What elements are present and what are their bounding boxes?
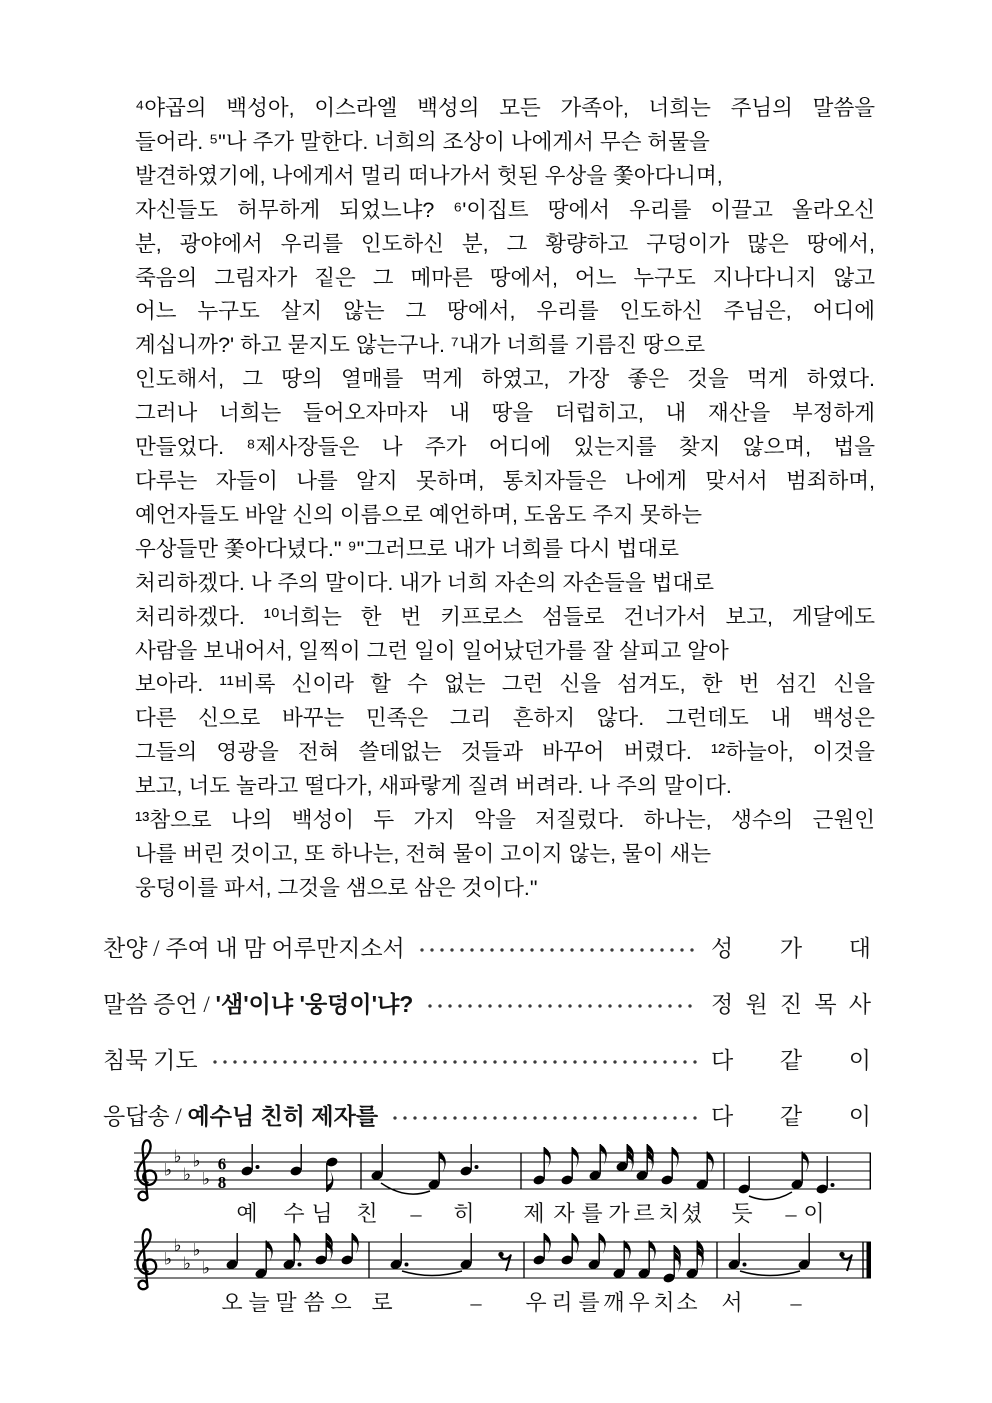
- liturgy-performer: [711, 986, 871, 1019]
- performer-char: 이: [848, 1047, 871, 1073]
- flat-sign: ♭: [202, 1169, 211, 1190]
- treble-clef-icon: [137, 1229, 156, 1289]
- scripture-line: 예언자들도 바알 신의 이름으로 예언하며, 도움도 주지 못하는: [135, 502, 703, 527]
- time-signature-bottom: 8: [217, 1173, 227, 1192]
- scripture-line: 만들었다. ⁸제사장들은 나 주가 어디에 있는지를 찾지 않으며, 법을: [135, 435, 875, 460]
- performer-char: 가: [779, 935, 803, 961]
- scripture-line: 인도해서, 그 땅의 열매를 먹게 하였고, 가장 좋은 것을 먹게 하였다.: [135, 367, 875, 392]
- performer-char: 성: [711, 935, 734, 961]
- performer-char: 같: [779, 1103, 803, 1129]
- lyric-syllable: 우: [525, 1290, 547, 1315]
- scripture-line: 처리하겠다. 나 주의 말이다. 내가 너희 자손의 자손들을 법대로: [135, 570, 714, 595]
- augmentation-dot: [831, 1183, 835, 1187]
- flat-sign: ♭: [173, 1147, 182, 1167]
- performer-char: 이: [848, 1103, 871, 1129]
- scripture-line: 다른 신으로 바꾸는 민족은 그리 흔하지 않다. 그런데도 내 백성은: [135, 706, 875, 731]
- lyric-syllable: 치: [653, 1290, 675, 1315]
- scripture-line: 웅덩이를 파서, 그것을 샘으로 삼은 것이다.": [135, 875, 538, 900]
- flat-sign: ♭: [192, 1151, 201, 1172]
- lyric-syllable: 오: [221, 1290, 243, 1315]
- scripture-line: 다루는 자들이 나를 알지 못하며, 통치자들은 나에게 맞서서 범죄하며,: [135, 468, 875, 493]
- scripture-line: 자신들도 허무하게 되었느냐? ⁶'이집트 땅에서 우리를 이끌고 올라오신: [135, 197, 875, 222]
- lyric-syllable: 님: [311, 1201, 333, 1226]
- performer-char: 정: [711, 991, 734, 1017]
- lyric-syllable: 르: [633, 1201, 655, 1226]
- scripture-line: 사람을 보내어서, 일찍이 그런 일이 일어났던가를 잘 살피고 알아: [135, 638, 729, 663]
- flat-sign: ♭: [192, 1240, 201, 1261]
- liturgy-performer: [711, 1042, 871, 1075]
- performer-char: 진: [779, 991, 803, 1017]
- lyric-syllable: 셨: [681, 1201, 703, 1226]
- performer-char: 대: [848, 935, 871, 961]
- note-flag: [572, 1147, 579, 1168]
- flat-sign: ♭: [164, 1160, 173, 1181]
- lyric-syllable: 으: [330, 1290, 352, 1315]
- scripture-line: 보아라. ¹¹비록 신이라 할 수 없는 그런 신을 섬겨도, 한 번 섬긴 신을: [135, 672, 875, 697]
- scripture-line: 처리하겠다. ¹⁰너희는 한 번 키프로스 섬들로 건너가서 보고, 게달에도: [135, 604, 875, 629]
- lyric-syllable: –: [790, 1290, 802, 1315]
- lyric-syllable: 자: [553, 1201, 575, 1226]
- final-barline-thick: [867, 1242, 872, 1278]
- performer-char: 원: [745, 991, 768, 1017]
- augmentation-dot: [298, 1263, 302, 1267]
- lyric-syllable: 수: [283, 1201, 305, 1226]
- scripture-line: 그들의 영광을 전혀 쓸데없는 것들과 바꾸어 버렸다. ¹²하늘아, 이것을: [135, 740, 875, 765]
- liturgy-item-label: [103, 1042, 198, 1075]
- flat-sign: ♭: [183, 1165, 192, 1185]
- tie-slur: [749, 1192, 792, 1200]
- lyric-syllable: 깨: [603, 1290, 625, 1315]
- performer-char: 목: [814, 991, 837, 1017]
- liturgy-item-label: [103, 1098, 378, 1131]
- scripture-line: 어느 누구도 살지 않는 그 땅에서, 우리를 인도하신 주님은, 어디에: [135, 299, 875, 324]
- liturgy-item-pre: 말씀 증언 /: [103, 991, 216, 1017]
- lyric-syllable: 예: [236, 1201, 258, 1226]
- augmentation-dot: [743, 1263, 747, 1267]
- liturgy-list: [103, 928, 871, 1152]
- augmentation-dot: [256, 1165, 260, 1169]
- treble-clef-icon: [137, 1140, 156, 1200]
- liturgy-row-praise: [103, 928, 871, 964]
- lyric-syllable: 리: [551, 1290, 573, 1315]
- liturgy-row-sermon: [103, 984, 871, 1020]
- scripture-line: 계십니까?' 하고 묻지도 않는구나. ⁷내가 너희를 기름진 땅으로: [135, 333, 706, 358]
- dotted-leader: [417, 944, 697, 956]
- liturgy-item-label: [103, 986, 413, 1019]
- lyric-syllable: 서: [721, 1290, 743, 1315]
- eighth-rest: [498, 1252, 503, 1257]
- tie-slur: [402, 1271, 462, 1276]
- lyric-syllable: 우: [628, 1290, 650, 1315]
- flat-sign: ♭: [173, 1236, 182, 1256]
- note-flag: [544, 1147, 551, 1168]
- time-signature-top: 6: [217, 1154, 227, 1174]
- lyric-syllable: 제: [523, 1201, 545, 1226]
- lyric-syllable: 히: [453, 1201, 475, 1226]
- scripture-line: 우상들만 쫓아다녔다." ⁹"그러므로 내가 너희를 다시 법대로: [135, 536, 679, 561]
- lyric-syllable: 이: [803, 1201, 825, 1226]
- scripture-line: ⁴야곱의 백성아, 이스라엘 백성의 모든 가족아, 너희는 주님의 말씀을: [135, 96, 875, 120]
- liturgy-item-title: '샘'이냐 '웅덩이'냐?: [215, 990, 414, 1017]
- lyric-syllable: 를: [581, 1201, 603, 1226]
- flat-sign: ♭: [202, 1258, 211, 1279]
- liturgy-performer: [711, 1098, 871, 1131]
- lyric-syllable: 를: [578, 1290, 600, 1315]
- lyric-syllable: 친: [356, 1201, 378, 1226]
- lyric-syllable: 씀: [303, 1290, 325, 1315]
- scripture-line: ¹³참으로 나의 백성이 두 가지 악을 저질렀다. 하나는, 생수의 근원인: [135, 808, 875, 833]
- lyric-syllable: 소: [676, 1290, 698, 1315]
- scripture-line: 보고, 너도 놀라고 떨다가, 새파랗게 질려 버려라. 나 주의 말이다.: [135, 774, 732, 799]
- note-flag: [672, 1147, 679, 1168]
- dotted-leader: [390, 1112, 697, 1124]
- lyric-syllable: 늘: [248, 1290, 270, 1315]
- lyric-syllable: 치: [658, 1201, 680, 1226]
- performer-char: 다: [711, 1103, 734, 1129]
- liturgy-item-pre: 침묵 기도: [103, 1047, 198, 1073]
- scripture-text: [135, 92, 875, 906]
- liturgy-item-title: 예수님 친히 제자를: [187, 1102, 379, 1129]
- performer-char: 사: [848, 991, 871, 1017]
- liturgy-item-pre: 찬양 / 주여 내 맘 어루만지소서: [103, 935, 405, 961]
- scripture-line: 들어라. ⁵"나 주가 말한다. 너희의 조상이 나에게서 무슨 허물을: [135, 129, 710, 154]
- lyric-syllable: –: [410, 1201, 422, 1226]
- scripture-line: 죽음의 그림자가 짙은 그 메마른 땅에서, 어느 누구도 지나다니지 않고: [135, 265, 875, 290]
- scripture-line: 발견하였기에, 나에게서 멀리 떠나가서 헛된 우상을 쫓아다니며,: [135, 163, 723, 188]
- augmentation-dot: [405, 1263, 409, 1267]
- lyric-syllable: 듯: [731, 1201, 753, 1226]
- lyric-syllable: –: [470, 1290, 482, 1315]
- liturgy-row-silent-prayer: [103, 1040, 871, 1076]
- scripture-line: 나를 버린 것이고, 또 하나는, 전혀 물이 고이지 않는, 물이 새는: [135, 841, 712, 866]
- lyric-syllable: –: [785, 1201, 797, 1226]
- lyric-syllable: 로: [371, 1290, 393, 1315]
- scripture-line: 그러나 너희는 들어오자마자 내 땅을 더럽히고, 내 재산을 부정하게: [135, 401, 875, 426]
- eighth-rest: [839, 1252, 844, 1257]
- dotted-leader: [210, 1056, 697, 1068]
- augmentation-dot: [475, 1165, 479, 1169]
- tie-slur: [740, 1271, 800, 1276]
- lyric-syllable: 말: [275, 1290, 297, 1315]
- performer-char: 다: [711, 1047, 734, 1073]
- liturgy-item-label: [103, 930, 405, 963]
- music-system-2: [134, 1216, 879, 1322]
- liturgy-item-pre: 응답송 /: [103, 1103, 188, 1129]
- scripture-line: 분, 광야에서 우리를 인도하신 분, 그 황량하고 구덩이가 많은 땅에서,: [135, 231, 875, 256]
- flat-sign: ♭: [183, 1254, 192, 1274]
- lyric-syllable: 가: [608, 1201, 630, 1226]
- dotted-leader: [425, 1000, 697, 1012]
- liturgy-performer: [711, 930, 871, 963]
- flat-sign: ♭: [164, 1249, 173, 1270]
- performer-char: 같: [779, 1047, 803, 1073]
